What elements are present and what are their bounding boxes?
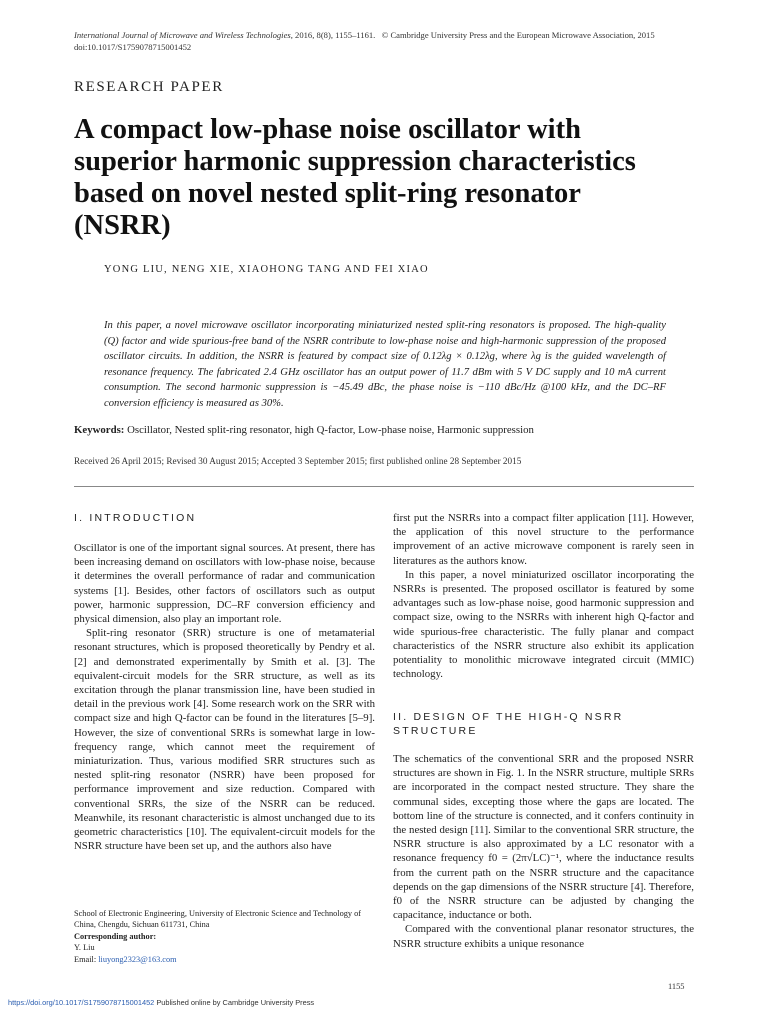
right-column-bottom: [393, 752, 694, 951]
keywords: [74, 424, 694, 436]
corresponding-name: Y. Liu: [74, 943, 95, 953]
section-heading-intro: I. INTRODUCTION: [74, 512, 197, 524]
design-paragraph-2: Compared with the conventional planar resonator structures, the NSRR structure exhibits a unique resonance: [393, 923, 694, 950]
intro-paragraph-4: In this paper, a novel miniaturized oscillator incorporating the NSRRs is presented. The proposed oscillator is featured by some advantages such as low-phase noise, good harmonic suppression and compact size, owing to the NSRRs with inherent high Q-factor and wide spurious-free characteristic. The fully planar and compact characteristics of the NSRR structure also exhibit its application potentiality to monolithic microwave integrated circuit (MMIC) technology.: [393, 568, 694, 681]
email-label: Email:: [74, 954, 99, 964]
intro-paragraph-2: Split-ring resonator (SRR) structure is one of metamaterial resonant structures, which is proposed theoretically by Pendry et al. [2] and demonstrated experimentally by Smith et al. [3]. The equivalent-circuit models for the SRR structure, as well as its excitation through the planar transmission line, have been studied in detail in the previous work [4]. Some research work on the SRR with compact size and high Q-factor can be found in the literatures [5–9]. However, the size of conventional SRRs is somewhat large in low-frequency range, which cannot meet the requirement of miniaturization. Thus, various modified SRR structures such as nested split-ring resonator (NSRR) have been proposed for performance improvement and size reduction. Compared with conventional SRRs, the size of the NSRR can be reduced. Meanwhile, its resonant characteristic is almost unchanged due to its geometric characteristics [10]. The equivalent-circuit models for the NSRR structure have been set up, and the authors also have: [74, 627, 375, 853]
corresponding-label: Corresponding author:: [74, 931, 157, 941]
page-footer: [8, 998, 314, 1007]
doi-link[interactable]: https://doi.org/10.1017/S1759078715001452: [8, 998, 155, 1007]
affiliation: [74, 908, 379, 965]
left-column: [74, 541, 375, 853]
divider: [74, 486, 694, 487]
author-list: YONG LIU, NENG XIE, XIAOHONG TANG AND FEI XIAO: [104, 264, 429, 275]
citation: , 2016, 8(8), 1155–1161.: [290, 30, 376, 40]
intro-paragraph-3: first put the NSRRs into a compact filter application [11]. However, the application of this novel structure to the performance improvement of an active microwave component is rarely seen in literatures as the authors know.: [393, 512, 694, 567]
page-number: 1155: [668, 982, 685, 991]
email-link[interactable]: liuyong2323@163.com: [98, 954, 177, 964]
section-heading-design: II. DESIGN OF THE HIGH-Q NSRR STRUCTURE: [393, 711, 624, 737]
copyright: © Cambridge University Press and the European Microwave Association, 2015: [381, 30, 655, 40]
article-type: RESEARCH PAPER: [74, 79, 224, 95]
journal-name: International Journal of Microwave and Wireless Technologies: [74, 30, 291, 40]
design-paragraph-1: The schematics of the conventional SRR and the proposed NSRR structures are shown in Fig. 1. In the NSRR structure, multiple SRRs are incorporated in the compact nested structure. They share the communal sides, excepting those where the gaps are located. The bottom line of the structure is connected, and it confers continuity in the nested design [11]. Similar to the conventional SRR structure, the NSRR structure is also approximated by a LC resonator with a resonance frequency f0 = (2π√LC)⁻¹, where the inductance results from the current path on the NSRR structure and the capacitance depends on the gap dimensions of the NSRR structure [4]. Therefore, f0 of the NSRR structure can be adjusted by changing the capacitance, inductance or both.: [393, 753, 694, 922]
affiliation-text: School of Electronic Engineering, University of Electronic Science and Technology of China, Chengdu, Sichuan 611731, China: [74, 909, 362, 930]
published-note: Published online by Cambridge University Press: [154, 998, 315, 1007]
abstract: In this paper, a novel microwave oscillator incorporating miniaturized nested split-ring resonators is proposed. The high-quality (Q) factor and wide spurious-free band of the NSRR contribute to low-phase noise and high-harmonic suppression of the proposed oscillator circuits. In addition, the NSRR is featured by compact size of 0.12λg × 0.12λg, where λg is the guided wavelength of resonance frequency. The fabricated 2.4 GHz oscillator has an output power of 11.7 dBm with 5 V DC supply and 10 mA current consumption. The second harmonic suppression is −45.49 dBc, the phase noise is −110 dBc/Hz @100 kHz, and the DC–RF conversion efficiency is measured as 30%.: [104, 320, 666, 409]
paper-title: A compact low-phase noise oscillator with superior harmonic suppression characteristics based on novel nested split-ring resonator (NSRR): [74, 114, 636, 241]
right-column-top: [393, 511, 694, 681]
received-dates: Received 26 April 2015; Revised 30 August 2015; Accepted 3 September 2015; first published online 28 September 2015: [74, 456, 522, 466]
keywords-label: Keywords:: [74, 424, 125, 436]
intro-paragraph-1: Oscillator is one of the important signal sources. At present, there has been increasing demand on oscillators with low-phase noise, because it determines the overall performance of radar and communication systems [1]. Besides, other factors of oscillators such as output power, harmonic suppression, DC–RF conversion efficiency and physical dimension, also play an important role.: [74, 542, 375, 626]
keywords-text: Oscillator, Nested split-ring resonator, high Q-factor, Low-phase noise, Harmonic suppression: [127, 424, 534, 436]
running-header: [74, 29, 694, 53]
header-doi: doi:10.1017/S1759078715001452: [74, 42, 192, 52]
